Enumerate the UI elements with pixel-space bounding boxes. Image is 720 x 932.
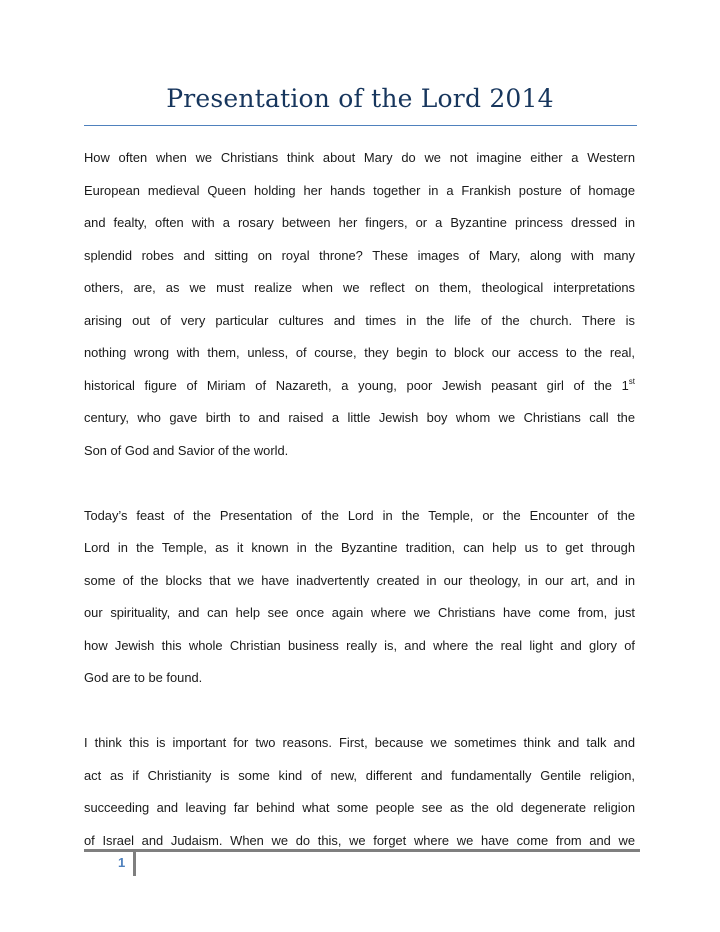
title-underline [84, 125, 637, 126]
footer-rule [84, 849, 640, 852]
text-line: European medieval Queen holding her hands together in a Frankish posture of homage [84, 182, 635, 198]
text-line: of Israel and Judaism. When we do this, we forget where we have come from and we [84, 832, 635, 848]
text-line: Son of God and Savior of the world. [84, 442, 289, 458]
document-title: Presentation of the Lord 2014 [166, 84, 554, 113]
text-line: Today’s feast of the Presentation of the Lord in the Temple, or the Encounter of the [84, 507, 635, 523]
footer-divider [133, 850, 136, 876]
text-line: and fealty, often with a rosary between her fingers, or a Byzantine princess dressed in [84, 215, 635, 230]
text-line: How often when we Christians think about Mary do we not imagine either a Western [84, 150, 635, 165]
paragraph-2 [84, 500, 635, 695]
document-body [84, 142, 635, 857]
text-line: how Jewish this whole Christian business really is, and where the real light and glory of [84, 637, 635, 653]
text-line-with-superscript [84, 370, 635, 403]
text-line: I think this is important for two reasons. First, because we sometimes think and talk and [84, 735, 635, 750]
text-line: arising out of very particular cultures and times in the life of the church. There is [84, 312, 635, 328]
text-line: century, who gave birth to and raised a little Jewish boy whom we Christians call the [84, 410, 635, 425]
paragraph-3 [84, 727, 635, 857]
text-line: splendid robes and sitting on royal throne? These images of Mary, along with many [84, 247, 635, 263]
text-line: our spirituality, and can help see once again where we Christians have come from, just [84, 605, 635, 620]
page-number: 1 [118, 855, 126, 870]
text-line: nothing wrong with them, unless, of course, they begin to block our access to the real, [84, 345, 635, 360]
text-line: act as if Christianity is some kind of new, different and fundamentally Gentile religion, [84, 767, 635, 783]
text-line: Lord in the Temple, as it known in the Byzantine tradition, can help us to get through [84, 540, 635, 555]
text-line: God are to be found. [84, 670, 203, 685]
text-line: some of the blocks that we have inadvertently created in our theology, in our art, and in [84, 572, 635, 588]
paragraph-1 [84, 142, 635, 467]
ordinal-superscript: st [628, 376, 635, 386]
text-segment: historical figure of Miriam of Nazareth, a young, poor Jewish peasant girl of the 1 [84, 377, 629, 393]
text-line: others, are, as we must realize when we reflect on them, theological interpretations [84, 280, 635, 295]
text-line: succeeding and leaving far behind what some people see as the old degenerate religion [84, 800, 635, 815]
